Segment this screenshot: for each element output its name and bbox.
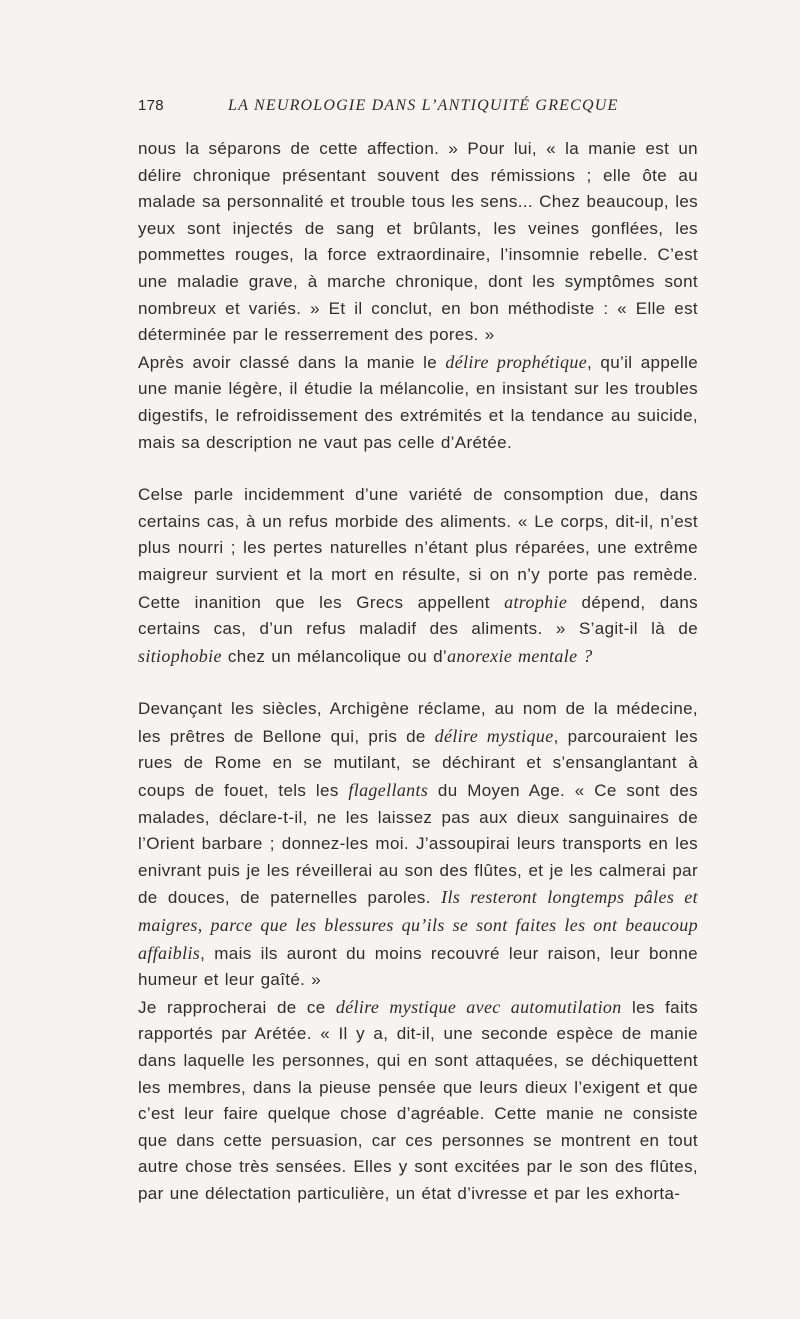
paragraph-text: chez un mélancolique ou d’	[221, 646, 448, 666]
paragraph-text: Devançant les siècles, Archigène réclame, au nom de la médecine, les prêtres de Bellone qui, pris de	[138, 699, 698, 746]
italic-text: délire mystique	[434, 725, 554, 746]
paragraph-text: , qu’il appelle une manie légère, il étudie la mélancolie, en insistant sur les troubles digestifs, le refroidissement des extrémités et la tendance au suicide, mais sa description ne vaut pas celle d’Arétée.	[138, 352, 698, 452]
paragraph-text: Après avoir classé dans la manie le	[138, 352, 446, 372]
paragraph	[138, 994, 698, 1208]
paragraph-text: , mais ils auront du moins recouvré leur raison, leur bonne humeur et leur gaîté. »	[138, 943, 698, 990]
paragraph	[138, 696, 698, 994]
paragraph-text: , parcouraient les rues de Rome en se mutilant, se déchirant et s’ensanglantant à coups de fouet, tels les	[138, 726, 698, 801]
italic-text: atrophie	[504, 591, 568, 612]
italic-text: sitiophobie	[138, 645, 222, 666]
paragraph-text: les faits rapportés par Arétée. « Il y a, dit-il, une seconde espèce de manie dans laquelle les personnes, qui en sont attaquées, se déchiquettent les membres, dans la pieuse pensée que leurs dieux l’exigent et que c’est leur faire quelque chose d’agréable. Cette manie ne consiste que dans cette persuasion, car ces personnes se montrent en tout autre chose très sensées. Elles y sont excitées par le son des flûtes, par une délectation particulière, un état d’ivresse et par les exhorta-	[138, 997, 698, 1203]
italic-text: délire prophétique	[445, 351, 588, 372]
page-header	[138, 97, 698, 125]
page-number: 178	[138, 97, 164, 114]
paragraph-text: nous la séparons de cette affection. » Pour lui, « la manie est un délire chronique présentant souvent des rémissions ; elle ôte au malade sa personnalité et trouble tous les sens... Chez beaucoup, les yeux sont injectés de sang et brûlants, les veines gonflées, les pommettes rouges, la force extraordinaire, l’insomnie rebelle. C’est une maladie grave, à marche chronique, dont les symptômes sont nombreux et variés. » Et il conclut, en bon méthodiste : « Elle est déterminée par le resserrement des pores. »	[138, 139, 698, 345]
paragraph	[138, 482, 698, 670]
paragraph-text: Celse parle incidemment d’une variété de consomption due, dans certains cas, à un refus morbide des aliments. « Le corps, dit-il, n’est plus nourri ; les pertes naturelles n’étant plus réparées, une extrême maigreur survient et la mort en résulte, si on n’y porte pas remède. Cette inanition que les Grecs appellent	[138, 485, 698, 612]
paragraph	[138, 349, 698, 456]
italic-text: délire mystique avec automutilation	[335, 996, 622, 1017]
paragraph-text: du Moyen Age. « Ce sont des malades, déclare-t-il, ne les laissez pas aux dieux sanguinaires de l’Orient barbare ; donnez-les moi. J’assoupirai leurs transports en les enivrant puis je les réveillerai au son des flûtes, et je les calmerai par de douces, de paternelles paroles.	[138, 781, 699, 908]
paragraph-text: dépend, dans certains cas, d’un refus maladif des aliments. » S’agit-il là de	[138, 592, 698, 639]
paragraph	[138, 136, 698, 349]
paragraph-text: Je rapprocherai de ce	[138, 997, 336, 1017]
italic-text: Ils resteront longtemps pâles et maigres, parce que les blessures qu’ils se sont faites les ont beaucoup affaiblis	[138, 887, 698, 963]
italic-text: anorexie mentale ?	[447, 645, 593, 666]
body-text	[138, 136, 698, 1208]
italic-text: flagellants	[348, 780, 429, 801]
running-title: LA NEUROLOGIE DANS L’ANTIQUITÉ GRECQUE	[228, 97, 619, 114]
